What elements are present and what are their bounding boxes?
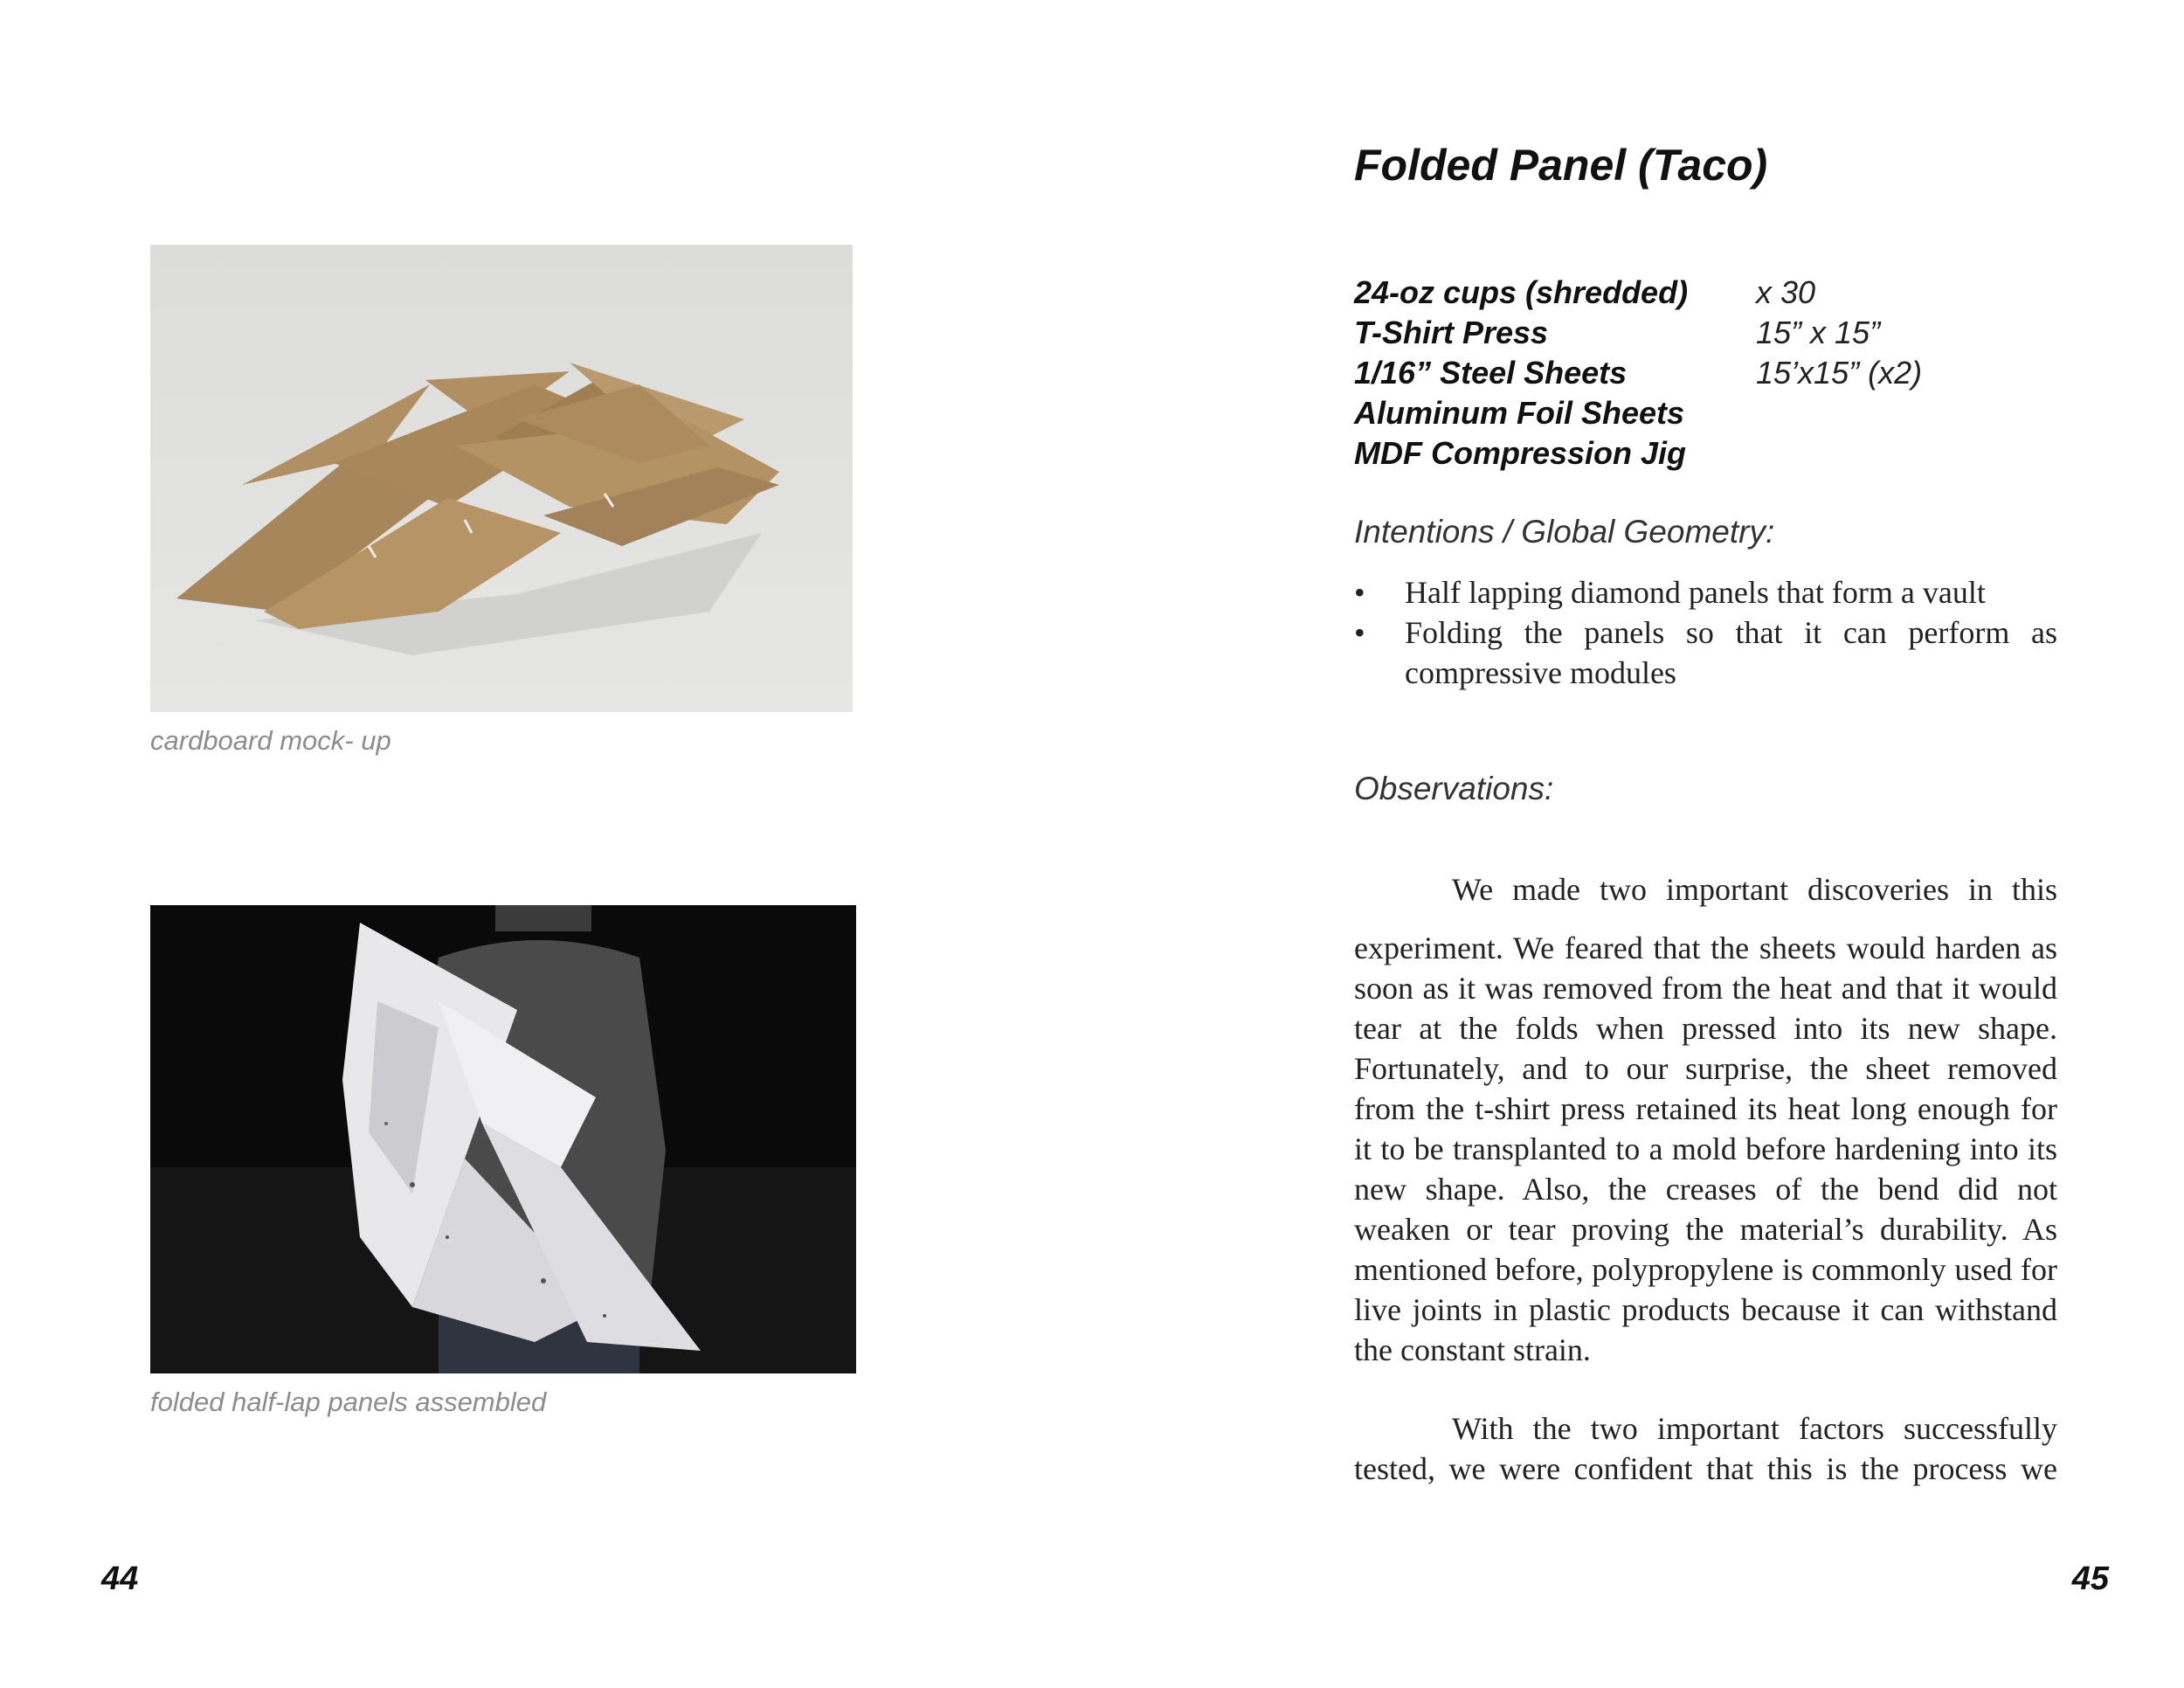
observations-paragraph-lead: We made two important discoveries in this xyxy=(1452,872,2057,907)
right-page xyxy=(1092,0,2184,1688)
material-row xyxy=(1354,313,1983,353)
material-name: 1/16” Steel Sheets xyxy=(1354,355,1628,391)
photo-caption: folded half-lap panels assembled xyxy=(150,1387,547,1417)
material-name: T-Shirt Press xyxy=(1354,315,1549,350)
material-row xyxy=(1354,433,1983,474)
material-name: 24-oz cups (shredded) xyxy=(1354,274,1689,310)
observations-heading: Observations: xyxy=(1354,771,1554,806)
observations-paragraph: experiment. We feared that the sheets would harden as soon as it was removed from the heat and that it would tear at the folds when pressed into its new shape. Fortunately, and to our surprise, the sheet removed from the t-shirt press retained its heat long enough for it to be transplanted to a mold before hardening into its new shape. Also, the creases of the bend did not weaken or tear proving the material’s durability. As mentioned before, polypropylene is commonly used for live joints in plastic products because it can withstand the constant strain. xyxy=(1354,930,2057,1367)
section-title: Folded Panel (Taco) xyxy=(1354,141,1768,190)
material-quantity: x 30 xyxy=(1756,274,1816,310)
observations-paragraph-2: With the two important factors successfully tested, we were confident that this is the process we xyxy=(1354,1411,2057,1486)
cardboard-mockup-photo xyxy=(150,245,853,712)
materials-list xyxy=(1354,273,1983,474)
material-name: MDF Compression Jig xyxy=(1354,435,1687,471)
material-quantity: 15’x15” (x2) xyxy=(1756,355,1923,391)
intentions-heading: Intentions / Global Geometry: xyxy=(1354,514,1775,550)
material-row xyxy=(1354,353,1983,393)
material-name: Aluminum Foil Sheets xyxy=(1354,395,1685,431)
page-number-left: 44 xyxy=(101,1560,139,1597)
material-quantity: 15” x 15” xyxy=(1756,315,1881,350)
folded-panels-photo xyxy=(150,905,856,1373)
page-number-right: 45 xyxy=(2071,1560,2109,1597)
list-item: • Folding the panels so that it can perform as compressive modules xyxy=(1354,612,2057,693)
photo-caption: cardboard mock- up xyxy=(150,725,391,756)
material-row xyxy=(1354,393,1983,433)
intentions-list xyxy=(1354,572,2057,693)
list-item: • Half lapping diamond panels that form a vault xyxy=(1354,572,2057,612)
material-row xyxy=(1354,273,1983,313)
